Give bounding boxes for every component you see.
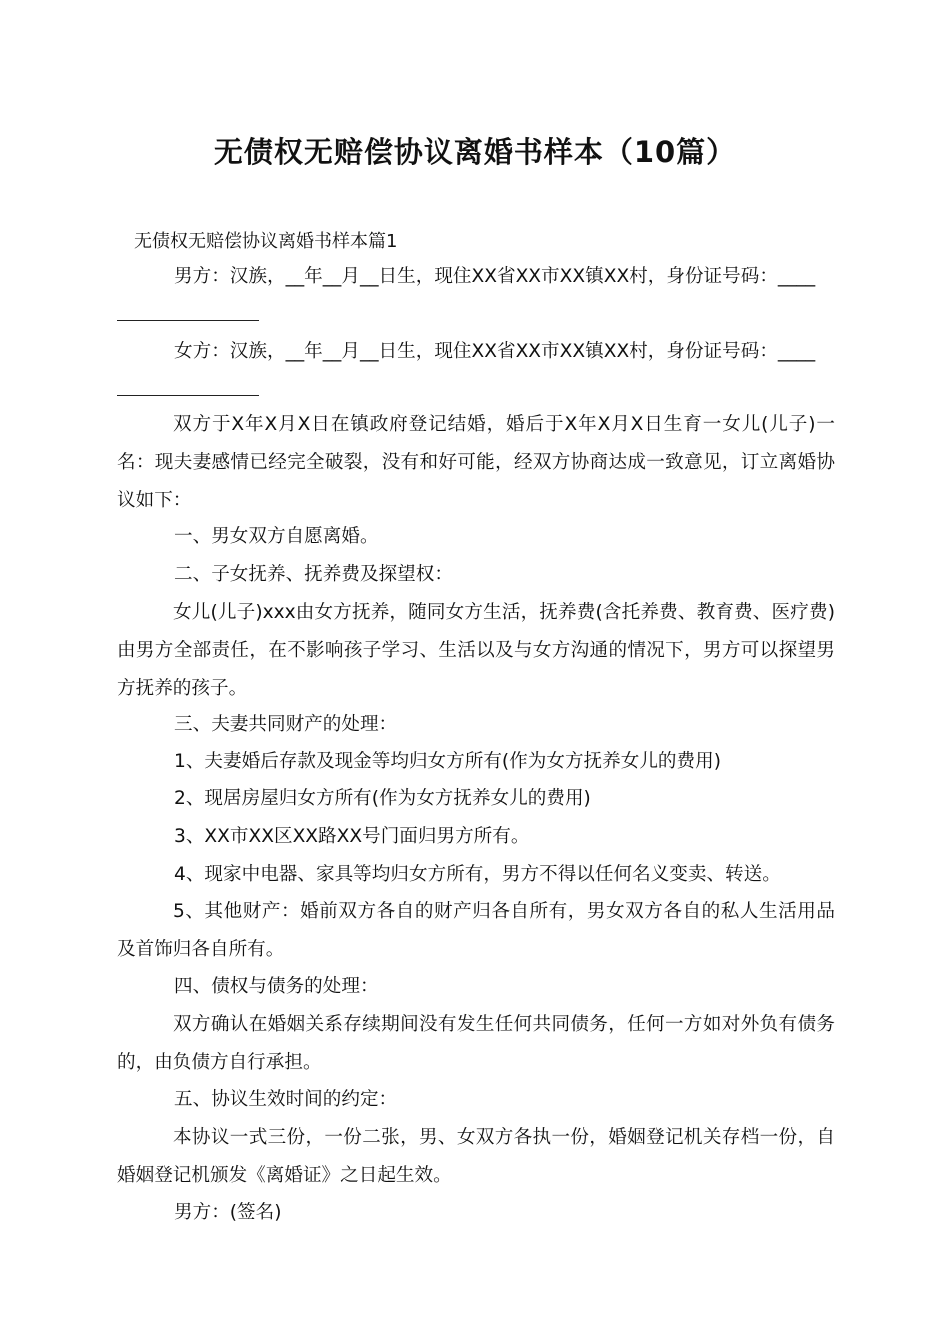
clause-3-item-2: 2、现居房屋归女方所有(作为女方抚养女儿的费用) (174, 788, 591, 809)
clause-3-item-1: 1、夫妻婚后存款及现金等均归女方所有(作为女方抚养女儿的费用) (174, 751, 721, 772)
male-signature: 男方：(签名) (174, 1202, 282, 1223)
clause-5-body: 本协议一式三份，一份二张，男、女双方各执一份，婚姻登记机关存档一份，自婚姻登记机颁发《离婚证》之日起生效。 (117, 1127, 835, 1186)
intro-paragraph: 双方于X年X月X日在镇政府登记结婚，婚后于X年X月X日生育一女儿(儿子)一名：现夫妻感情已经完全破裂，没有和好可能，经双方协商达成一致意见，订立离婚协议如下： (117, 414, 835, 511)
clause-5-heading: 五、协议生效时间的约定： (174, 1089, 398, 1110)
clause-3-item-3: 3、XX市XX区XX路XX号门面归男方所有。 (174, 826, 530, 847)
clause-2-heading: 二、子女抚养、抚养费及探望权： (174, 564, 453, 585)
female-info-line: 女方：汉族，__年__月__日生，现住XX省XX市XX镇XX村，身份证号码：____ (174, 341, 816, 362)
male-info-line: 男方：汉族，__年__月__日生，现住XX省XX市XX镇XX村，身份证号码：____ (174, 266, 816, 287)
clause-3-item-5: 5、其他财产：婚前双方各自的财产归各自所有，男女双方各自的私人生活用品及首饰归各自所有。 (117, 901, 835, 960)
document-title: 无债权无赔偿协议离婚书样本（10篇） (213, 135, 737, 169)
clause-4-heading: 四、债权与债务的处理： (174, 976, 379, 997)
clause-3-item-4: 4、现家中电器、家具等均归女方所有，男方不得以任何名义变卖、转送。 (174, 864, 781, 885)
female-id-underline (117, 395, 259, 396)
clause-3-heading: 三、夫妻共同财产的处理： (174, 714, 398, 735)
clause-1: 一、男女双方自愿离婚。 (174, 526, 379, 547)
male-id-underline (117, 320, 259, 321)
clause-4-body: 双方确认在婚姻关系存续期间没有发生任何共同债务，任何一方如对外负有债务的，由负债方自行承担。 (117, 1014, 835, 1073)
section-heading: 无债权无赔偿协议离婚书样本篇1 (134, 231, 398, 252)
clause-2-body: 女儿(儿子)xxx由女方抚养，随同女方生活，抚养费(含托养费、教育费、医疗费)由男方全部责任，在不影响孩子学习、生活以及与女方沟通的情况下，男方可以探望男方抚养的孩子。 (117, 602, 835, 699)
